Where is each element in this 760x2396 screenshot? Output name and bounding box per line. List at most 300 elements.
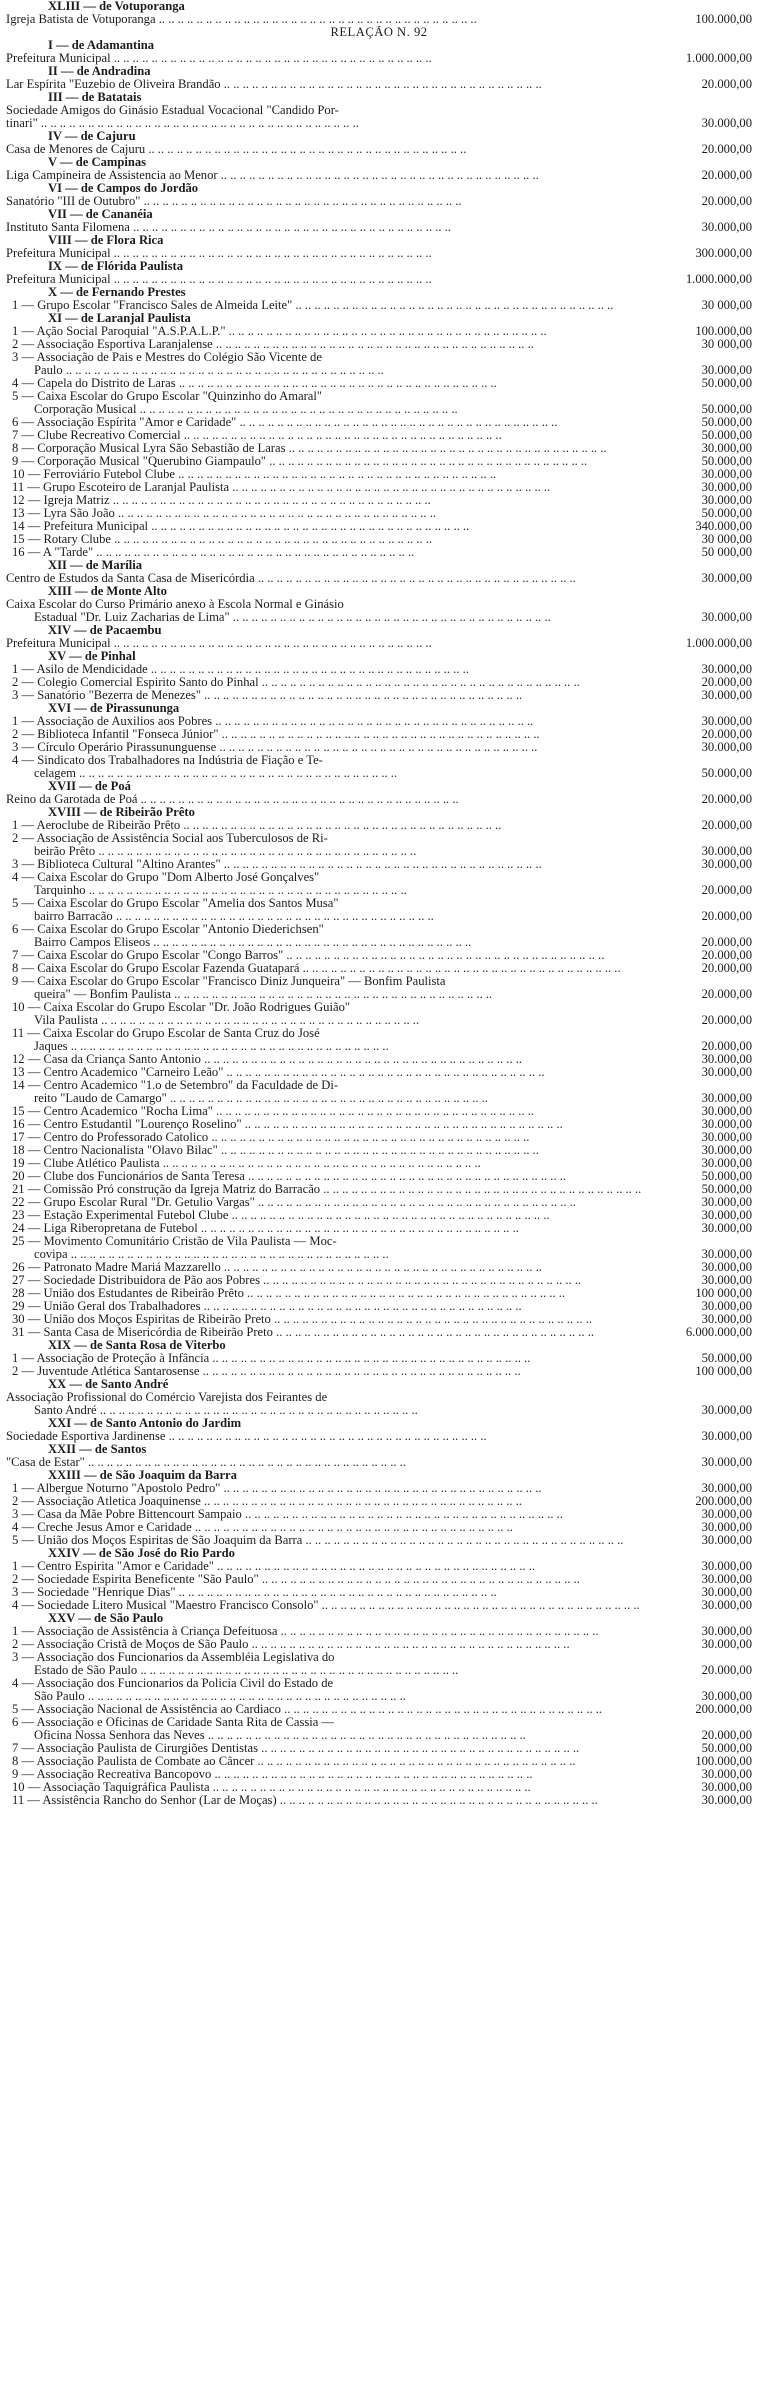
entry-amount: 50.000,00 <box>701 1352 752 1365</box>
item-continuation <box>6 1729 752 1742</box>
numbered-item <box>6 1365 752 1378</box>
section-heading <box>6 208 752 221</box>
section-heading <box>6 1547 752 1560</box>
item-continuation <box>6 611 752 624</box>
numbered-item <box>6 1495 752 1508</box>
entry-amount: 50.000,00 <box>701 403 752 416</box>
entry-amount: 50.000,00 <box>701 767 752 780</box>
entry-text: 4 — Associação dos Funcionarios da Policia Civil do Estado de <box>12 1677 334 1690</box>
numbered-item <box>6 1313 752 1326</box>
entry-text: 30 — União dos Moços Espiritas de Ribeirão Preto .. .. <box>6 1313 696 1326</box>
entry-amount: 30.000,00 <box>701 689 752 702</box>
section-heading <box>6 1469 752 1482</box>
entry-text: VI — de Campos do Jordão <box>48 182 199 195</box>
entry-amount: 20.000,00 <box>701 1664 752 1677</box>
entry-amount: 50.000,00 <box>701 416 752 429</box>
entry-amount: 20.000,00 <box>701 1040 752 1053</box>
entry-amount: 50.000,00 <box>701 455 752 468</box>
entry-amount: 20.000,00 <box>701 195 752 208</box>
entry-text: 1 — Asilo de Mendicidade .. .. <box>6 663 696 676</box>
entry-text: 4 — Caixa Escolar do Grupo "Dom Alberto José Gonçalves" <box>12 871 320 884</box>
entry-text: São Paulo .. .. <box>6 1690 696 1703</box>
numbered-item <box>6 1274 752 1287</box>
numbered-item <box>6 429 752 442</box>
entry-amount: 30 000,00 <box>701 299 752 312</box>
numbered-item <box>6 468 752 481</box>
item-continuation <box>6 1664 752 1677</box>
entry-text: beirão Prêto .. .. <box>6 845 696 858</box>
entry-text: 1 — Associação de Assistência à Criança Defeituosa .. .. <box>6 1625 696 1638</box>
entry-amount: 20.000,00 <box>701 949 752 962</box>
numbered-item <box>6 1794 752 1807</box>
section-heading <box>6 39 752 52</box>
entry-text: 5 — Associação Nacional de Assistência ao Cardiaco .. .. <box>6 1703 689 1716</box>
entry-text: 5 — União dos Moços Espiritas de São Joaquim da Barra .. .. <box>6 1534 696 1547</box>
entry-text: 3 — Sanatório "Bezerra de Menezes" .. .. <box>6 689 696 702</box>
list-item <box>6 1391 752 1404</box>
item-continuation <box>6 845 752 858</box>
entry-text: XX — de Santo André <box>48 1378 169 1391</box>
numbered-item <box>6 1287 752 1300</box>
entry-text: 29 — União Geral dos Trabalhadores .. .. <box>6 1300 696 1313</box>
item-continuation <box>6 910 752 923</box>
entry-text: 3 — Associação de Pais e Mestres do Colégio São Vicente de <box>12 351 322 364</box>
numbered-item <box>6 1222 752 1235</box>
entry-amount: 30.000,00 <box>701 1404 752 1417</box>
entry-text: 6 — Associação e Oficinas de Caridade Santa Rita de Cassia — <box>12 1716 335 1729</box>
section-heading <box>6 156 752 169</box>
numbered-item <box>6 1157 752 1170</box>
numbered-item <box>6 377 752 390</box>
entry-text: Casa de Menores de Cajuru .. .. <box>6 143 696 156</box>
item-continuation <box>6 1040 752 1053</box>
entry-text: 6 — Caixa Escolar do Grupo Escolar "Antonio Diederichsen" <box>12 923 324 936</box>
entry-amount: 30.000,00 <box>701 468 752 481</box>
entry-amount: 20.000,00 <box>701 1014 752 1027</box>
item-continuation <box>6 364 752 377</box>
entry-text: 16 — Centro Estudantil "Lourenço Roselino" .. .. <box>6 1118 696 1131</box>
entry-amount: 50.000,00 <box>701 1170 752 1183</box>
numbered-item <box>6 949 752 962</box>
list-item <box>6 13 752 26</box>
section-heading <box>6 0 752 13</box>
numbered-item <box>6 1053 752 1066</box>
entry-amount: 50.000,00 <box>701 429 752 442</box>
entry-text: 5 — Caixa Escolar do Grupo Escolar "Amelia dos Santos Musa" <box>12 897 339 910</box>
list-item <box>6 221 752 234</box>
numbered-item <box>6 546 752 559</box>
entry-amount: 20.000,00 <box>701 910 752 923</box>
numbered-item <box>6 533 752 546</box>
section-heading <box>6 702 752 715</box>
entry-amount: 100.000,00 <box>695 325 752 338</box>
list-item <box>6 1456 752 1469</box>
entry-text: Oficina Nossa Senhora das Neves .. .. <box>6 1729 696 1742</box>
section-heading <box>6 806 752 819</box>
entry-text: XXII — de Santos <box>48 1443 147 1456</box>
numbered-item <box>6 689 752 702</box>
entry-amount: 30.000,00 <box>701 1092 752 1105</box>
entry-text: 10 — Ferroviário Futebol Clube .. .. <box>6 468 696 481</box>
entry-amount: 20.000,00 <box>701 143 752 156</box>
item-continuation <box>6 767 752 780</box>
numbered-item <box>6 741 752 754</box>
entry-amount: 30.000,00 <box>701 1534 752 1547</box>
numbered-item <box>6 1768 752 1781</box>
item-continuation <box>6 988 752 1001</box>
entry-amount: 30.000,00 <box>701 117 752 130</box>
entry-amount: 300.000,00 <box>695 247 752 260</box>
entry-text: 14 — Centro Academico "1.o de Setembro" da Faculdade de Di- <box>12 1079 339 1092</box>
entry-amount: 30.000,00 <box>701 1638 752 1651</box>
entry-text: 26 — Patronato Madre Mariá Mazzarello .. .. <box>6 1261 696 1274</box>
numbered-item <box>6 1703 752 1716</box>
list-item <box>6 52 752 65</box>
numbered-item <box>6 1131 752 1144</box>
entry-amount: 30.000,00 <box>701 1586 752 1599</box>
entry-text: 23 — Estação Experimental Futebol Clube .. .. <box>6 1209 696 1222</box>
entry-amount: 30.000,00 <box>701 481 752 494</box>
entry-text: Bairro Campos Eliseos .. .. <box>6 936 696 949</box>
numbered-item <box>6 1001 752 1014</box>
entry-text: 28 — União dos Estudantes de Ribeirão Prêto .. .. <box>6 1287 689 1300</box>
numbered-item <box>6 481 752 494</box>
item-continuation <box>6 936 752 949</box>
numbered-item <box>6 1079 752 1092</box>
entry-amount: 30.000,00 <box>701 663 752 676</box>
entry-text: Prefeitura Municipal .. .. <box>6 273 680 286</box>
entry-text: 8 — Associação Paulista de Combate ao Câncer .. .. <box>6 1755 689 1768</box>
entry-amount: 20.000,00 <box>701 78 752 91</box>
item-continuation <box>6 884 752 897</box>
entry-amount: 1.000.000,00 <box>685 637 752 650</box>
numbered-item <box>6 1781 752 1794</box>
entry-amount: 20.000,00 <box>701 1729 752 1742</box>
entry-text: Prefeitura Municipal .. .. <box>6 247 689 260</box>
entry-amount: 30.000,00 <box>701 1573 752 1586</box>
entry-text: XIX — de Santa Rosa de Viterbo <box>48 1339 226 1352</box>
entry-text: 25 — Movimento Comunitário Cristão de Vila Paulista — Moc- <box>12 1235 337 1248</box>
item-continuation <box>6 1248 752 1261</box>
entry-text: 1 — Aeroclube de Ribeirão Prêto .. .. <box>6 819 696 832</box>
entry-amount: 50.000,00 <box>701 507 752 520</box>
entry-text: bairro Barracão .. .. <box>6 910 696 923</box>
entry-amount: 200.000,00 <box>695 1495 752 1508</box>
entry-amount: 30.000,00 <box>701 1209 752 1222</box>
entry-amount: 30.000,00 <box>701 1274 752 1287</box>
list-item <box>6 637 752 650</box>
entry-text: XLIII — de Votuporanga <box>48 0 185 13</box>
list-item <box>6 793 752 806</box>
entry-text: 15 — Rotary Clube .. .. <box>6 533 696 546</box>
section-heading <box>6 286 752 299</box>
entry-text: Centro de Estudos da Santa Casa de Misericórdia .. .. <box>6 572 696 585</box>
entry-text: 20 — Clube dos Funcionários de Santa Teresa .. .. <box>6 1170 696 1183</box>
entry-amount: 30.000,00 <box>701 1781 752 1794</box>
entry-text: Igreja Batista de Votuporanga .. .. <box>6 13 689 26</box>
entry-text: 2 — Sociedade Espirita Beneficente "São Paulo" .. .. <box>6 1573 696 1586</box>
numbered-item <box>6 1586 752 1599</box>
entry-text: 8 — Corporação Musical Lyra São Sebastião de Laras .. .. <box>6 442 696 455</box>
entry-amount: 30.000,00 <box>701 1053 752 1066</box>
entry-text: II — de Andradina <box>48 65 151 78</box>
entry-text: "Casa de Estar" .. .. <box>6 1456 696 1469</box>
entry-text: 17 — Centro do Professorado Catolico .. .. <box>6 1131 696 1144</box>
numbered-item <box>6 1742 752 1755</box>
entry-amount: 30.000,00 <box>701 221 752 234</box>
entry-text: X — de Fernando Prestes <box>48 286 186 299</box>
numbered-item <box>6 325 752 338</box>
entry-text: 2 — Associação Atletica Joaquinense .. .. <box>6 1495 689 1508</box>
entry-text: XXV — de São Paulo <box>48 1612 164 1625</box>
entry-amount: 30.000,00 <box>701 715 752 728</box>
numbered-item <box>6 1196 752 1209</box>
numbered-item <box>6 1755 752 1768</box>
numbered-item <box>6 390 752 403</box>
numbered-item <box>6 871 752 884</box>
entry-amount: 30.000,00 <box>701 1690 752 1703</box>
numbered-item <box>6 1651 752 1664</box>
numbered-item <box>6 1170 752 1183</box>
item-continuation <box>6 1690 752 1703</box>
numbered-item <box>6 1677 752 1690</box>
entry-amount: 30.000,00 <box>701 1599 752 1612</box>
entry-text: XIV — de Pacaembu <box>48 624 162 637</box>
document-page <box>6 0 752 1807</box>
entry-text: XXI — de Santo Antonio do Jardim <box>48 1417 242 1430</box>
section-heading <box>6 91 752 104</box>
entry-text: 15 — Centro Academico "Rocha Lima" .. .. <box>6 1105 696 1118</box>
entry-text: 12 — Igreja Matriz .. .. <box>6 494 696 507</box>
entry-text: 1 — Associação de Auxilios aos Pobres .. .. <box>6 715 696 728</box>
entry-text: 6 — Associação Espírita "Amor e Caridade" .. .. <box>6 416 696 429</box>
entry-text: 13 — Lyra São João .. .. <box>6 507 696 520</box>
entry-text: 11 — Assistência Rancho do Senhor (Lar de Moças) .. .. <box>6 1794 696 1807</box>
numbered-item <box>6 819 752 832</box>
entry-text: 11 — Caixa Escolar do Grupo Escolar de Santa Cruz do José <box>12 1027 320 1040</box>
entry-amount: 30.000,00 <box>701 1261 752 1274</box>
entry-text: 10 — Associação Taquigráfica Paulista .. .. <box>6 1781 696 1794</box>
entry-amount: 50.000,00 <box>701 1183 752 1196</box>
entry-text: 31 — Santa Casa de Misericórdia de Ribeirão Preto .. .. <box>6 1326 680 1339</box>
entry-text: 22 — Grupo Escolar Rural "Dr. Getulio Vargas" .. .. <box>6 1196 696 1209</box>
entry-amount: 30.000,00 <box>701 1131 752 1144</box>
entry-text: Vila Paulista .. .. <box>6 1014 696 1027</box>
entry-text: XXIII — de São Joaquim da Barra <box>48 1469 237 1482</box>
numbered-item <box>6 1352 752 1365</box>
numbered-item <box>6 416 752 429</box>
entry-text: 1 — Associação de Proteção à Infância .. .. <box>6 1352 696 1365</box>
numbered-item <box>6 520 752 533</box>
section-heading <box>6 65 752 78</box>
entry-amount: 20.000,00 <box>701 988 752 1001</box>
entry-text: 9 — Corporação Musical "Querubino Giampaulo" .. .. <box>6 455 696 468</box>
entry-amount: 6.000.000,00 <box>685 1326 752 1339</box>
entry-text: VII — de Cananéia <box>48 208 153 221</box>
entry-text: 1 — Grupo Escolar "Francisco Sales de Almeida Leite" .. .. <box>6 299 696 312</box>
list-item <box>6 195 752 208</box>
entry-amount: 30.000,00 <box>701 1196 752 1209</box>
entry-text: 4 — Creche Jesus Amor e Caridade .. .. <box>6 1521 696 1534</box>
entry-text: tinari" .. .. <box>6 117 696 130</box>
entry-text: XV — de Pinhal <box>48 650 136 663</box>
numbered-item <box>6 299 752 312</box>
entry-text: 5 — Caixa Escolar do Grupo Escolar "Quinzinho do Amaral" <box>12 390 323 403</box>
entry-text: 7 — Clube Recreativo Comercial .. .. <box>6 429 696 442</box>
entry-text: 2 — Juventude Atlética Santarosense .. .. <box>6 1365 689 1378</box>
entry-text: 2 — Colegio Comercial Espirito Santo do Pinhal .. .. <box>6 676 696 689</box>
relation-title <box>6 26 752 39</box>
entry-text: VIII — de Flora Rica <box>48 234 164 247</box>
entry-text: Paulo .. .. <box>6 364 696 377</box>
entry-text: Sociedade Esportiva Jardinense .. .. <box>6 1430 696 1443</box>
item-continuation <box>6 1014 752 1027</box>
entry-amount: 30.000,00 <box>701 845 752 858</box>
section-heading <box>6 234 752 247</box>
section-heading <box>6 182 752 195</box>
entry-text: Associação Profissional do Comércio Varejista dos Feirantes de <box>6 1391 328 1404</box>
numbered-item <box>6 338 752 351</box>
entry-amount: 20.000,00 <box>701 962 752 975</box>
numbered-item <box>6 1573 752 1586</box>
entry-amount: 100 000,00 <box>695 1287 752 1300</box>
entry-text: 3 — Biblioteca Cultural "Altino Arantes" .. .. <box>6 858 696 871</box>
entry-amount: 100 000,00 <box>695 1365 752 1378</box>
entry-amount: 30.000,00 <box>701 1066 752 1079</box>
entry-text: Instituto Santa Filomena .. .. <box>6 221 696 234</box>
entry-text: 21 — Comissão Pró construção da Igreja Matriz do Barracão .. .. <box>6 1183 696 1196</box>
list-item <box>6 572 752 585</box>
entry-text: 16 — A "Tarde" .. .. <box>6 546 696 559</box>
entry-text: 2 — Associação Cristã de Moços de São Paulo .. .. <box>6 1638 696 1651</box>
numbered-item <box>6 754 752 767</box>
numbered-item <box>6 1183 752 1196</box>
item-continuation <box>6 1092 752 1105</box>
numbered-item <box>6 676 752 689</box>
entry-text: 2 — Biblioteca Infantil "Fonseca Júnior" .. .. <box>6 728 696 741</box>
entry-text: queira" — Bonfim Paulista .. .. <box>6 988 696 1001</box>
list-item <box>6 117 752 130</box>
entry-text: IX — de Flórida Paulista <box>48 260 184 273</box>
numbered-item <box>6 1209 752 1222</box>
section-heading <box>6 260 752 273</box>
entry-text: XII — de Marília <box>48 559 143 572</box>
entry-amount: 30.000,00 <box>701 1157 752 1170</box>
numbered-item <box>6 1534 752 1547</box>
entry-amount: 30.000,00 <box>701 494 752 507</box>
entry-amount: 100.000,00 <box>695 13 752 26</box>
section-heading <box>6 559 752 572</box>
numbered-item <box>6 455 752 468</box>
list-item <box>6 247 752 260</box>
entry-text: 13 — Centro Academico "Carneiro Leão" .. .. <box>6 1066 696 1079</box>
entry-text: XXIV — de São José do Rio Pardo <box>48 1547 235 1560</box>
entry-amount: 30.000,00 <box>701 1482 752 1495</box>
entry-amount: 20.000,00 <box>701 169 752 182</box>
entry-text: Jaques .. .. <box>6 1040 696 1053</box>
numbered-item <box>6 832 752 845</box>
entry-amount: 30.000,00 <box>701 1222 752 1235</box>
list-item <box>6 598 752 611</box>
numbered-item <box>6 728 752 741</box>
numbered-item <box>6 1638 752 1651</box>
numbered-item <box>6 715 752 728</box>
numbered-item <box>6 442 752 455</box>
entry-amount: 1.000.000,00 <box>685 273 752 286</box>
entry-text: 9 — Associação Recreativa Bancopovo .. .. <box>6 1768 696 1781</box>
numbered-item <box>6 1326 752 1339</box>
entry-text: 8 — Caixa Escolar do Grupo Escolar Fazenda Guatapará .. .. <box>6 962 696 975</box>
list-item <box>6 1430 752 1443</box>
entry-text: Prefeitura Municipal .. .. <box>6 637 680 650</box>
entry-amount: 30.000,00 <box>701 1768 752 1781</box>
entry-text: Lar Espírita "Euzebio de Oliveira Brandão .. .. <box>6 78 696 91</box>
section-heading <box>6 130 752 143</box>
section-heading <box>6 585 752 598</box>
entry-text: 11 — Grupo Escoteiro de Laranjal Paulista .. .. <box>6 481 696 494</box>
entry-text: 10 — Caixa Escolar do Grupo Escolar "Dr. João Rodrigues Guião" <box>12 1001 351 1014</box>
entry-text: III — de Batatais <box>48 91 142 104</box>
numbered-item <box>6 1560 752 1573</box>
entry-amount: 50 000,00 <box>701 546 752 559</box>
entry-text: 4 — Sociedade Litero Musical "Maestro Francisco Consolo" .. .. <box>6 1599 696 1612</box>
entry-text: 3 — Casa da Mãe Pobre Bittencourt Sampaio .. .. <box>6 1508 696 1521</box>
entry-text: Sanatório "III de Outubro" .. .. <box>6 195 696 208</box>
entry-text: RELAÇÃO N. 92 <box>330 26 428 39</box>
numbered-item <box>6 494 752 507</box>
numbered-item <box>6 1261 752 1274</box>
entry-text: Reino da Garotada de Poá .. .. <box>6 793 696 806</box>
entry-amount: 200.000,00 <box>695 1703 752 1716</box>
entry-amount: 30.000,00 <box>701 1456 752 1469</box>
numbered-item <box>6 897 752 910</box>
entry-text: Caixa Escolar do Curso Primário anexo à Escola Normal e Ginásio <box>6 598 344 611</box>
numbered-item <box>6 962 752 975</box>
entry-text: 4 — Sindicato dos Trabalhadores na Indústria de Fiação e Te- <box>12 754 323 767</box>
entry-amount: 30 000,00 <box>701 338 752 351</box>
entry-text: celagem .. .. <box>6 767 696 780</box>
numbered-item <box>6 663 752 676</box>
entry-text: 4 — Capela do Distrito de Laras .. .. <box>6 377 696 390</box>
entry-amount: 30.000,00 <box>701 1521 752 1534</box>
entry-amount: 30.000,00 <box>701 611 752 624</box>
section-heading <box>6 1378 752 1391</box>
entry-text: 1 — Centro Espirita "Amor e Caridade" .. .. <box>6 1560 696 1573</box>
numbered-item <box>6 1105 752 1118</box>
section-heading <box>6 650 752 663</box>
entry-amount: 30 000,00 <box>701 533 752 546</box>
entry-text: I — de Adamantina <box>48 39 155 52</box>
entry-amount: 30.000,00 <box>701 1144 752 1157</box>
entry-amount: 30.000,00 <box>701 1118 752 1131</box>
entry-amount: 30.000,00 <box>701 1560 752 1573</box>
entry-text: Liga Campineira de Assistencia ao Menor .. .. <box>6 169 696 182</box>
entry-amount: 1.000.000,00 <box>685 52 752 65</box>
entry-amount: 30.000,00 <box>701 741 752 754</box>
entry-amount: 30.000,00 <box>701 1313 752 1326</box>
numbered-item <box>6 1508 752 1521</box>
numbered-item <box>6 507 752 520</box>
numbered-item <box>6 1482 752 1495</box>
entry-text: 19 — Clube Atlético Paulista .. .. <box>6 1157 696 1170</box>
section-heading <box>6 1443 752 1456</box>
entry-amount: 30.000,00 <box>701 1248 752 1261</box>
entry-amount: 20.000,00 <box>701 936 752 949</box>
numbered-item <box>6 975 752 988</box>
entry-amount: 20.000,00 <box>701 819 752 832</box>
entry-text: 14 — Prefeitura Municipal .. .. <box>6 520 689 533</box>
section-heading <box>6 312 752 325</box>
